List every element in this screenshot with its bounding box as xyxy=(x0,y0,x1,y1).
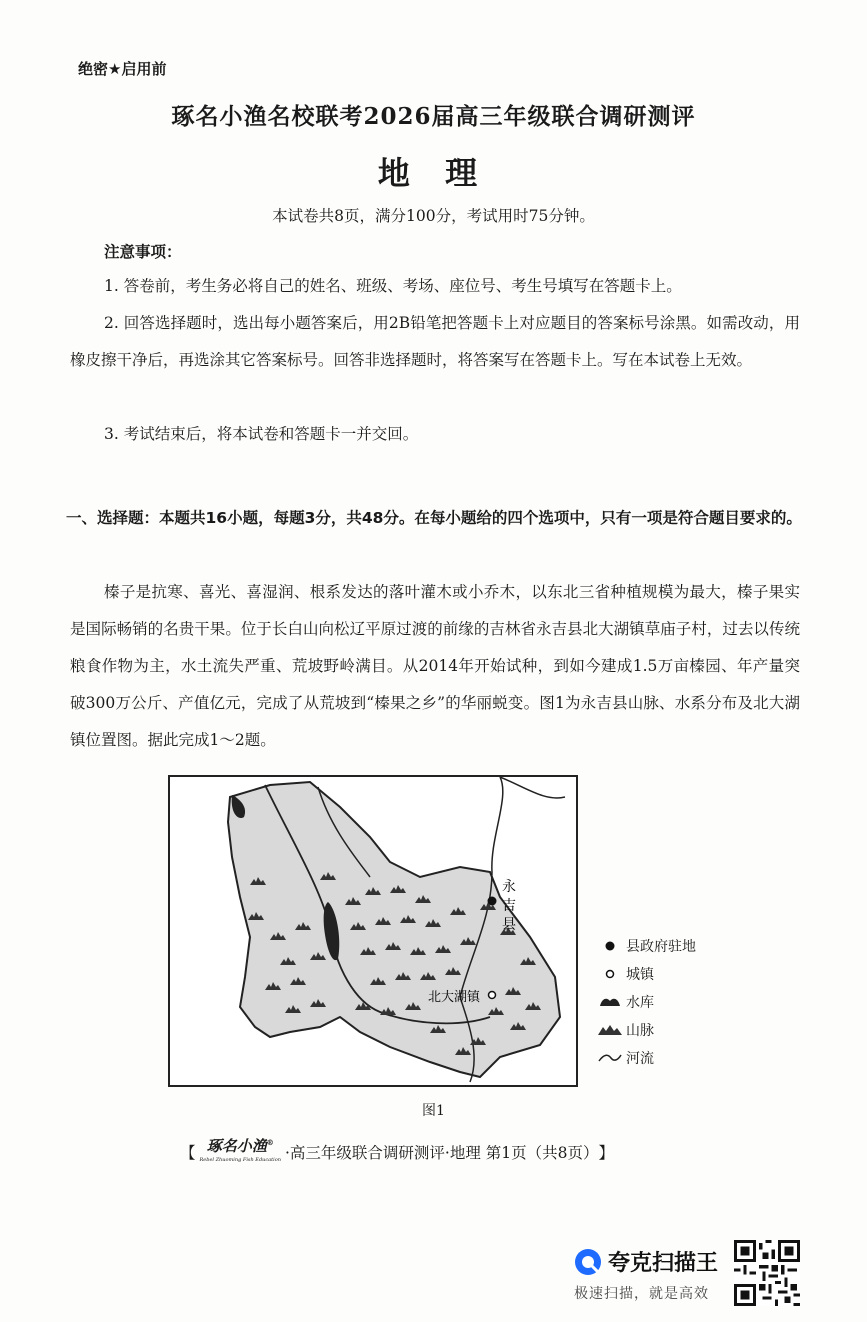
map-svg xyxy=(170,777,576,1085)
footer-bracket-open: 【 xyxy=(180,1143,196,1162)
scanner-logo-icon xyxy=(574,1248,602,1276)
legend-item xyxy=(598,1044,696,1072)
legend-item xyxy=(598,960,696,988)
passage: 榛子是抗寒、喜光、喜湿润、根系发达的落叶灌木或小乔木，以东北三省种植规模为最大，榛子果实是国际畅销的名贵干果。位于长白山向松辽平原过渡的前缘的吉林省永吉县北大湖镇草庙子村，过去以传统粮食作物为主，水土流失严重、荒坡野岭满目。从2014年开始试种，到如今建成1.5万亩榛园、年产量突破300万公斤、产值亿元，完成了从荒坡到“榛果之乡”的华丽蜕变。图1为永吉县山脉、水系分布及北大湖镇位置图。据此完成1～2题。 xyxy=(70,583,800,749)
notice-item-1: 1. 答卷前，考生务必将自己的姓名、班级、考场、座位号、考生号填写在答题卡上。 xyxy=(104,277,682,295)
legend-item xyxy=(598,988,696,1016)
notice-item-3: 3. 考试结束后，将本试卷和答题卡一并交回。 xyxy=(104,425,419,443)
publisher-logo: 琢名小渔® Rebel Zhuoming Fish Education xyxy=(199,1137,281,1163)
secret-mark: 绝密★启用前 xyxy=(78,60,167,78)
legend-label: 县政府驻地 xyxy=(626,939,696,955)
county-seat-marker xyxy=(488,897,497,906)
scanner-brand: 夸克扫描王 xyxy=(574,1246,718,1277)
legend-label: 山脉 xyxy=(626,1023,654,1039)
legend-label: 河流 xyxy=(626,1051,654,1067)
figure-caption: 图1 xyxy=(422,1103,445,1119)
county-label-3: 县 xyxy=(502,917,516,933)
map-legend xyxy=(598,932,696,1072)
section-heading-text: 一、选择题：本题共16小题，每题3分，共48分。在每小题给的四个选项中，只有一项是符合题目要求的。 xyxy=(66,509,802,527)
filled-dot-icon xyxy=(598,941,622,951)
reservoir-icon xyxy=(598,996,622,1008)
footer-text: ·高三年级联合调研测评·地理 第1页（共8页） xyxy=(285,1143,599,1162)
subject-title: 地 理 xyxy=(377,154,490,192)
county-label-2: 吉 xyxy=(502,898,516,914)
river-east xyxy=(500,777,565,798)
town-marker xyxy=(489,992,496,999)
page-footer xyxy=(180,1136,614,1167)
exam-title: 琢名小渔名校联考2026届高三年级联合调研测评 xyxy=(171,103,696,130)
legend-label: 城镇 xyxy=(626,967,654,983)
exam-meta: 本试卷共8页，满分100分，考试用时75分钟。 xyxy=(272,207,595,225)
qr-code-icon[interactable] xyxy=(734,1240,800,1306)
notice-item-2: 2. 回答选择题时，选出每小题答案后，用2B铅笔把答题卡上对应题目的答案标号涂黑。如需改动，用橡皮擦干净后，再选涂其它答案标号。回答非选择题时，将答案写在答题卡上。写在本试卷上无效。 xyxy=(70,314,800,369)
notice-heading: 注意事项： xyxy=(104,243,182,261)
map-figure xyxy=(168,775,578,1087)
legend-item xyxy=(598,932,696,960)
scanner-slogan: 极速扫描，就是高效 xyxy=(574,1286,709,1302)
legend-item xyxy=(598,1016,696,1044)
footer-bracket-close: 】 xyxy=(598,1143,615,1162)
legend-label: 水库 xyxy=(626,995,654,1011)
town-label: 北大湖镇 xyxy=(428,990,481,1005)
county-label-1: 永 xyxy=(502,879,516,895)
section-heading xyxy=(66,500,802,537)
scanner-watermark xyxy=(574,1246,718,1303)
hollow-dot-icon xyxy=(598,969,622,979)
river-icon xyxy=(598,1052,622,1064)
mountain-icon xyxy=(598,1024,622,1036)
